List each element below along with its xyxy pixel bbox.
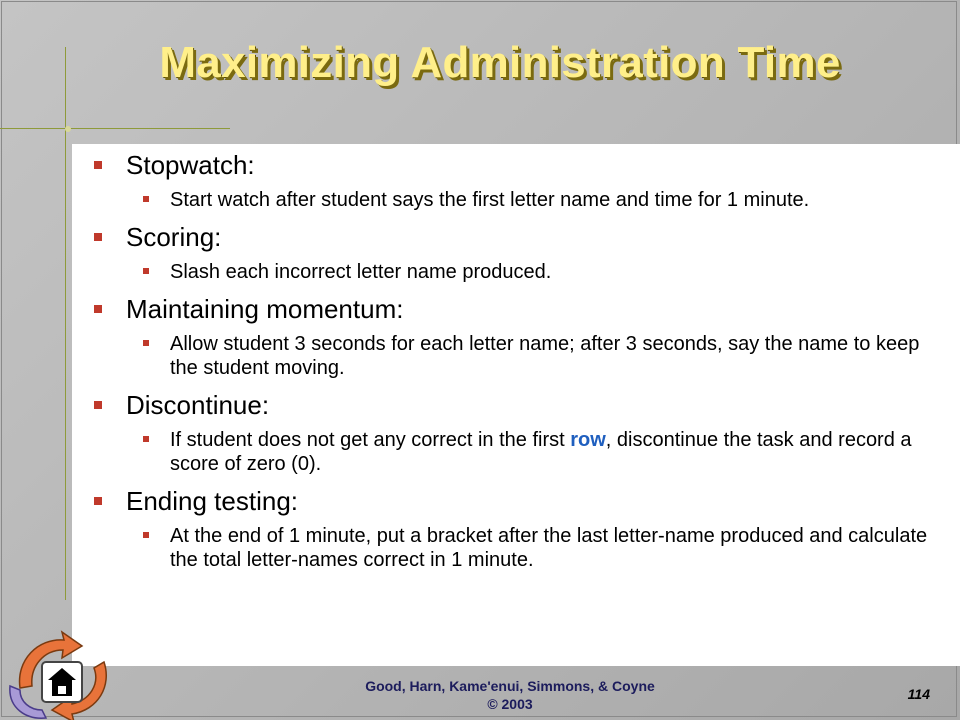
bullet-list [72, 150, 952, 582]
bullet-square-icon [143, 196, 149, 202]
bullet-ending [72, 486, 952, 516]
slide-title: Maximizing Administration Time [159, 38, 841, 87]
sub-bullet-text: Slash each incorrect letter name produced. [170, 261, 552, 283]
sub-bullet-text-start: If student does not get any correct in the first [170, 429, 571, 451]
sub-bullet-scoring [72, 260, 952, 284]
accent-horizontal-line [0, 128, 230, 129]
footer-authors-line: Good, Harn, Kame'enui, Simmons, & Coyne [365, 678, 655, 694]
sub-bullet-text: Start watch after student says the first letter name and time for 1 minute. [170, 189, 810, 211]
sub-bullet-ending [72, 524, 952, 572]
bullet-square-icon [143, 532, 149, 538]
bullet-square-icon [143, 436, 149, 442]
bullet-label: Discontinue: [126, 390, 270, 420]
bullet-square-icon [143, 268, 149, 274]
sub-bullet-momentum [72, 332, 952, 380]
home-icon[interactable] [2, 628, 122, 720]
bullet-label: Maintaining momentum: [126, 294, 404, 324]
page-number: 114 [907, 686, 930, 702]
bullet-square-icon [94, 161, 102, 169]
accent-corner-dot [65, 126, 71, 132]
sub-bullet-text: At the end of 1 minute, put a bracket after the last letter-name produced and calculate the total letter-names correct in 1 minute. [170, 525, 928, 571]
highlight-row: row [570, 429, 606, 451]
bullet-stopwatch [72, 150, 952, 180]
bullet-scoring [72, 222, 952, 252]
bullet-label: Stopwatch: [126, 150, 255, 180]
sub-bullet-text: Allow student 3 seconds for each letter name; after 3 seconds, say the name to keep the student moving. [170, 333, 920, 379]
bullet-square-icon [94, 305, 102, 313]
bullet-square-icon [143, 340, 149, 346]
bullet-square-icon [94, 497, 102, 505]
bullet-momentum [72, 294, 952, 324]
sub-bullet-text-end: , discontinue the task and record a score of zero (0). [170, 429, 912, 475]
footer-authors [300, 677, 720, 713]
home-icon-graphic [2, 628, 122, 720]
bullet-label: Ending testing: [126, 486, 299, 516]
bullet-label: Scoring: [126, 222, 222, 252]
bullet-discontinue [72, 390, 952, 420]
sub-bullet-stopwatch [72, 188, 952, 212]
sub-bullet-discontinue [72, 428, 952, 476]
bullet-square-icon [94, 401, 102, 409]
footer-copyright: © 2003 [487, 696, 533, 712]
bullet-square-icon [94, 233, 102, 241]
